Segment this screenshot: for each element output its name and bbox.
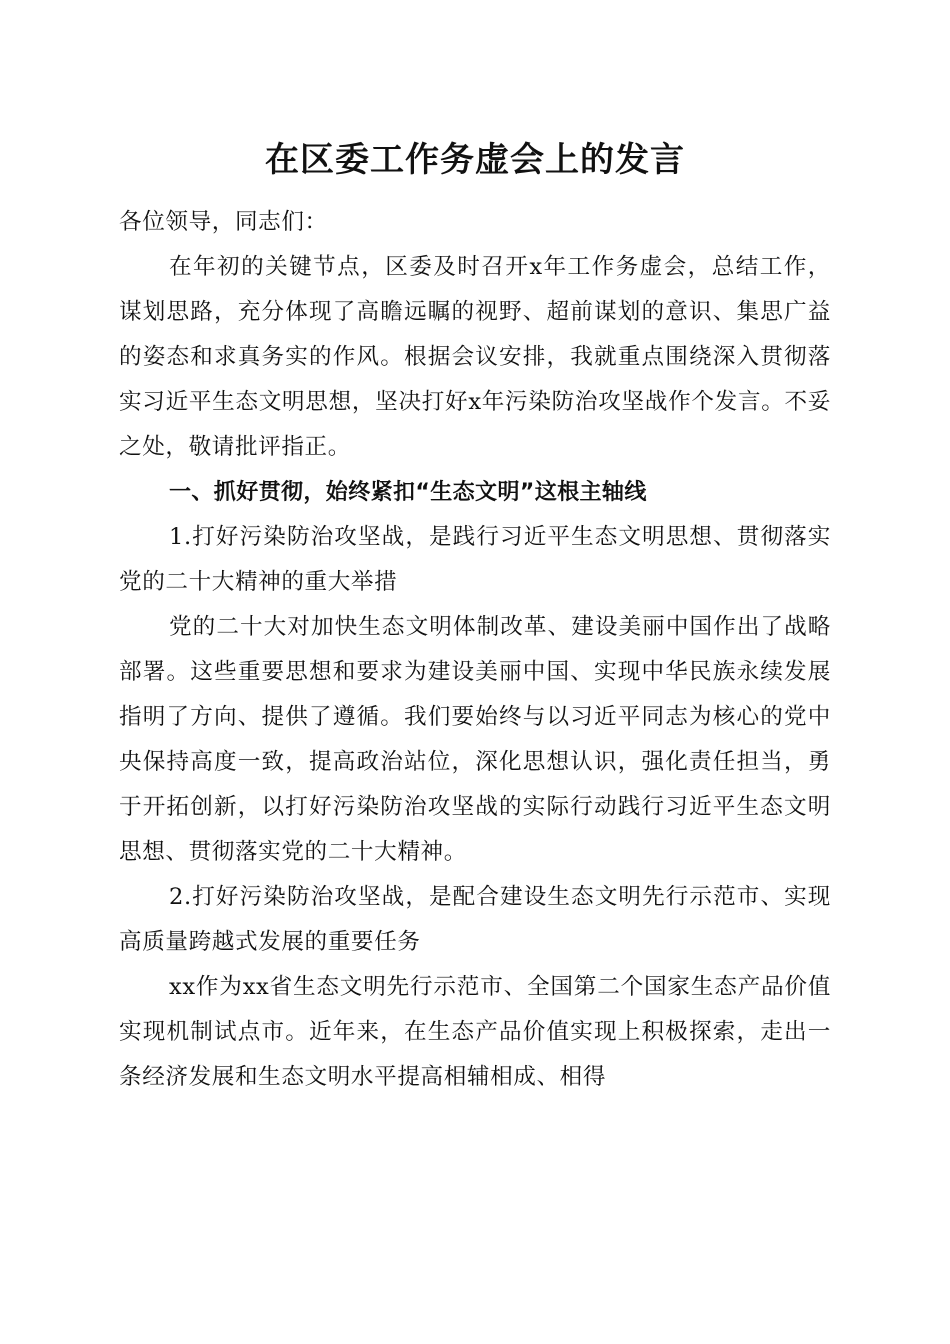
intro-paragraph: 在年初的关键节点，区委及时召开x年工作务虚会，总结工作，谋划思路，充分体现了高瞻远瞩的视野、超前谋划的意识、集思广益的姿态和求真务实的作风。根据会议安排，我就重点围绕深入贯彻落实习近平生态文明思想，坚决打好x年污染防治攻坚战作个发言。不妥之处，敬请批评指正。 <box>119 254 831 460</box>
salutation: 各位领导，同志们： <box>119 209 328 235</box>
document-body <box>119 200 831 1100</box>
section-heading: 一、抓好贯彻，始终紧扣“生态文明”这根主轴线 <box>169 480 647 505</box>
subsection-heading-1: 1.打好污染防治攻坚战，是践行习近平生态文明思想、贯彻落实党的二十大精神的重大举措 <box>119 524 831 595</box>
document-title: 在区委工作务虚会上的发言 <box>265 140 685 180</box>
subsection-body-1: 党的二十大对加快生态文明体制改革、建设美丽中国作出了战略部署。这些重要思想和要求为建设美丽中国、实现中华民族永续发展指明了方向、提供了遵循。我们要始终与以习近平同志为核心的党中央保持高度一致，提高政治站位，深化思想认识，强化责任担当，勇于开拓创新，以打好污染防治攻坚战的实际行动践行习近平生态文明思想、贯彻落实党的二十大精神。 <box>119 614 831 865</box>
subsection-body-2: xx作为xx省生态文明先行示范市、全国第二个国家生态产品价值实现机制试点市。近年来，在生态产品价值实现上积极探索，走出一条经济发展和生态文明水平提高相辅相成、相得 <box>119 974 831 1090</box>
subsection-heading-2: 2.打好污染防治攻坚战，是配合建设生态文明先行示范市、实现高质量跨越式发展的重要任务 <box>119 884 831 955</box>
